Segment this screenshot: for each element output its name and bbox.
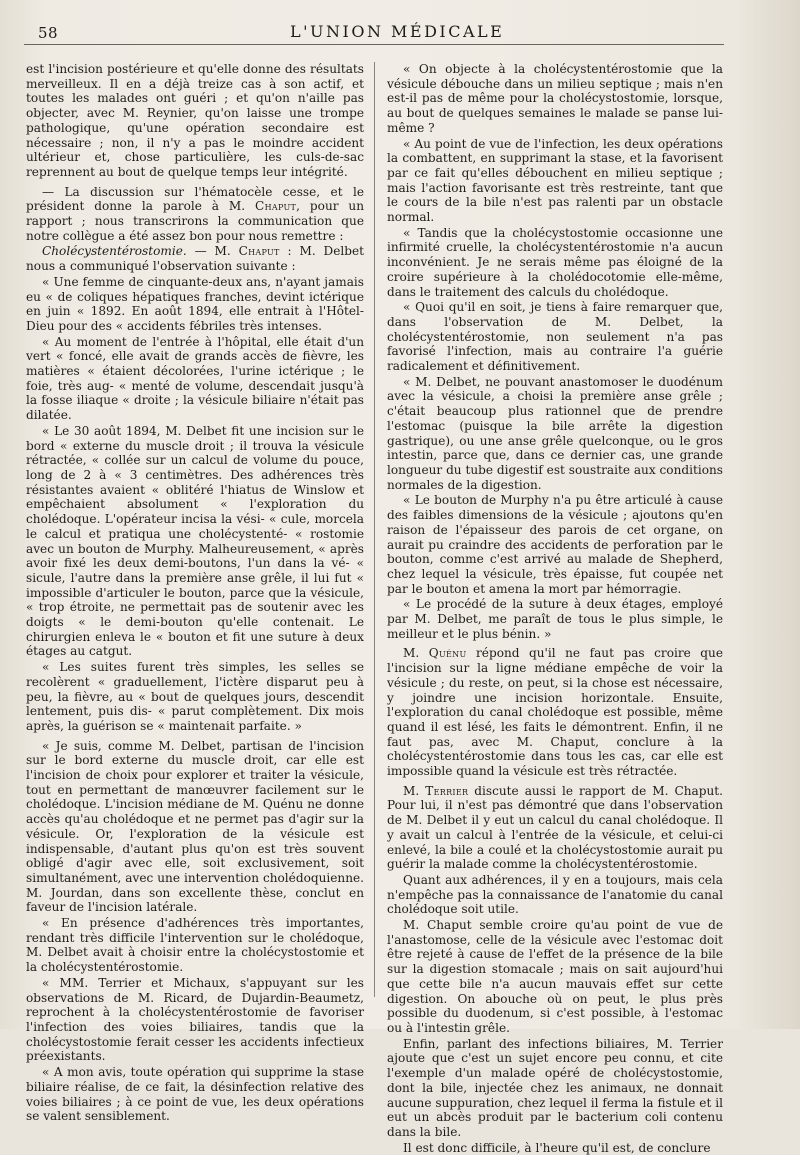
column-divider: [374, 62, 375, 997]
paragraph: Enfin, parlant des infections biliaires, M. Terrier ajoute que c'est un sujet encore peu connu, et cite l'exemple d'un malade opéré de cholécystostomie, dont la bile, injectée chez les animaux, ne donnait aucune suppuration, chez lequel il ferma la fistule et il eut un abcès produit par le bacterium coli contenu dans la bile.: [387, 1036, 723, 1139]
paragraph: « Le bouton de Murphy n'a pu être articulé à cause des faibles dimensions de la vésicule ; ajoutons qu'en raison de l'épaisseur des parois de cet organe, on aurait pu craindre des accidents de perforation par le bouton, comme c'est arrivé au malade de Shepherd, chez lequel la vésicule, très épaisse, fut coupée net par le bouton et amena la mort par hémorragie.: [387, 493, 723, 596]
paragraph: « Je suis, comme M. Delbet, partisan de l'incision sur le bord externe du muscle droit, car elle est l'incision de choix pour explorer et traiter la vésicule, tout en permettant de manœuvrer facilement sur le cholédoque. L'incision médiane de M. Quénu ne donne accès qu'au cholédoque et ne permet pas d'agir sur la vésicule. Or, l'exploration de la vésicule est indispensable, d'autant plus qu'on est très souvent obligé d'agir avec elle, soit exclusivement, soit simultanément, avec une intervention cholédoquienne. M. Jourdan, dans son excellente thèse, conclut en faveur de l'incision latérale.: [26, 738, 364, 915]
paragraph: M. Quénu répond qu'il ne faut pas croire que l'incision sur la ligne médiane empêche de voir la vésicule ; du reste, on peut, si la chose est nécessaire, y joindre une incision horizontale. Ensuite, l'exploration du canal cholédoque est possible, même quand il est lésé, les faits le démontrent. Enfin, il ne faut pas, avec M. Chaput, conclure à la cholécystentérostomie dans tous les cas, car elle est impossible quand la vésicule est très rétractée.: [387, 646, 723, 779]
paragraph: Il est donc difficile, à l'heure qu'il est, de conclure: [403, 1140, 711, 1155]
running-title: L'UNION MÉDICALE: [290, 22, 505, 41]
paragraph: Quant aux adhérences, il y en a toujours, mais cela n'empêche pas la connaissance de l'anatomie du canal cholédoque soit utile.: [387, 872, 723, 917]
quoted-paragraph: « Le 30 août 1894, M. Delbet fit une incision sur le bord « externe du muscle droit ; il trouva la vésicule rétractée, « collée sur un calcul de volume du pouce, long de 2 à « 3 centimètres. Des adhérences très résistantes avaient « oblitéré l'hiatus de Winslow et empêchaient absolument « l'exploration du cholédoque. L'opérateur incisa la vési- « cule, morcela le calcul et pratiqua une cholécystenté- « rostomie avec un bouton de Murphy. Malheureusement, « après avoir fixé les deux demi-boutons, l'un dans la vé- « sicule, l'autre dans la première anse grêle, il lui fut « impossible d'articuler le bouton, parce que la vésicule, « trop étroite, ne permettait pas de soutenir avec les doigts « le demi-bouton qu'elle contenait. Le chirurgien enleva le « bouton et fit une suture à deux étages au catgut.: [26, 423, 364, 659]
paragraph: — La discussion sur l'hématocèle cesse, et le président donne la parole à M. Chaput, pour un rapport ; nous transcrirons la communication que notre collègue a été assez bon pour nous remettre :: [26, 184, 364, 243]
paragraph: « A mon avis, toute opération qui supprime la stase biliaire réalise, de ce fait, la désinfection relative des voies biliaires ; à ce point de vue, les deux opérations se valent sensiblement.: [26, 1065, 364, 1124]
paragraph: « En présence d'adhérences très importantes, rendant très difficile l'intervention sur le cholédoque, M. Delbet avait à choisir entre la cholécystostomie et la cholécystentérostomie.: [26, 916, 364, 975]
quoted-paragraph: « Une femme de cinquante-deux ans, n'ayant jamais eu « de coliques hépatiques franches, devint ictérique en juin « 1892. En août 1894, elle entrait à l'Hôtel-Dieu pour des « accidents fébriles très intenses.: [26, 274, 364, 333]
paragraph: M. Terrier discute aussi le rapport de M. Chaput. Pour lui, il n'est pas démontré que dans l'observation de M. Delbet il y eut un calcul du canal cholédoque. Il y avait un calcul à l'entrée de la vésicule, et celui-ci enlevé, la bile a coulé et la cholécystostomie aurait pu guérir la malade comme la cholécystentérostomie.: [387, 783, 723, 872]
header-rule: [24, 44, 724, 45]
right-column: [387, 62, 723, 1155]
section-title: Cholécystentérostomie.: [42, 244, 187, 259]
author-name: Chaput: [238, 244, 280, 259]
paragraph: « Au point de vue de l'infection, les deux opérations la combattent, en supprimant la stase, et la favorisent par ce fait qu'elles débouchent en milieu septique ; mais l'action favorisante est très restreinte, tant que le cours de la bile n'est pas ralenti par un obstacle normal.: [387, 136, 723, 225]
author-name: Quénu: [428, 646, 467, 661]
author-name: Chaput: [255, 199, 297, 214]
paragraph: « Tandis que la cholécystostomie occasionne une infirmité cruelle, la cholécystentérostomie n'a aucun inconvénient. Je ne serais même pas éloigné de la croire supérieure à la cholédocotomie elle-même, dans le traitement des calculs du cholédoque.: [387, 225, 723, 299]
quoted-paragraph: « Au moment de l'entrée à l'hôpital, elle était d'un vert « foncé, elle avait de grands accès de fièvre, les matières « étaient décolorées, l'urine ictérique ; le foie, très aug- « menté de volume, descendait jusqu'à la fosse iliaque « droite ; la vésicule biliaire n'était pas dilatée.: [26, 334, 364, 423]
page-number: 58: [38, 24, 59, 42]
paragraph: « Quoi qu'il en soit, je tiens à faire remarquer que, dans l'observation de M. Delbet, la cholécystentérostomie, non seulement n'a pas favorisé l'infection, mais au contraire l'a guérie radicalement et définitivement.: [387, 300, 723, 374]
left-column: [26, 62, 364, 1124]
page-header: [0, 0, 800, 62]
paragraph: « On objecte à la cholécystentérostomie que la vésicule débouche dans un milieu septique ; mais n'en est-il pas de même pour la cholécystostomie, lorsque, au bout de quelques semaines le malade se panse lui-même ?: [387, 62, 723, 135]
paragraph: Cholécystentérostomie. — M. Chaput : M. Delbet nous a communiqué l'observation suivante :: [26, 244, 364, 274]
paragraph: M. Chaput semble croire qu'au point de vue de l'anastomose, celle de la vésicule avec l'estomac doit être rejeté à cause de l'effet de la présence de la bile sur la digestion stomacale ; mais on sait aujourd'hui que cette bile n'a aucun mauvais effet sur cette digestion. On abouche où on peut, le plus près possible du duodenum, si c'est possible, à l'estomac ou à l'intestin grêle.: [387, 918, 723, 1035]
paragraph: « M. Delbet, ne pouvant anastomoser le duodénum avec la vésicule, a choisi la première anse grêle ; c'était beaucoup plus rationnel que de prendre l'estomac (puisque la bile arrête la digestion gastrique), ou une anse grêle quelconque, ou le gros intestin, parce que, dans ce dernier cas, une grande longueur du tube digestif est soustraite aux conditions normales de la digestion.: [387, 374, 723, 492]
paragraph: est l'incision postérieure et qu'elle donne des résultats merveilleux. Il en a déjà treize cas à son actif, et toutes les malades ont guéri ; et qu'on n'aille pas objecter, avec M. Reynier, qu'on laisse une trompe pathologique, qu'une opération secondaire est nécessaire ; non, il n'y a pas le moindre accident ultérieur et, chose particulière, les culs-de-sac reprennent au bout de quelque temps leur intégrité.: [26, 62, 364, 179]
paragraph: « MM. Terrier et Michaux, s'appuyant sur les observations de M. Ricard, de Dujardin-Beaumetz, reprochent à la cholécystentérostomie de favoriser l'infection des voies biliaires, tandis que la cholécystostomie ferait cesser les accidents infectieux préexistants.: [26, 975, 364, 1064]
paragraph: « Le procédé de la suture à deux étages, employé par M. Delbet, me paraît de tous le plus simple, le meilleur et le plus bénin. »: [387, 597, 723, 641]
author-name: Terrier: [425, 783, 469, 798]
quoted-paragraph: « Les suites furent très simples, les selles se recolèrent « graduellement, l'ictère disparut peu à peu, la fièvre, au « bout de quelques jours, descendit lentement, puis dis- « parut complètement. Dix mois après, la guérison se « maintenait parfaite. »: [26, 660, 364, 733]
